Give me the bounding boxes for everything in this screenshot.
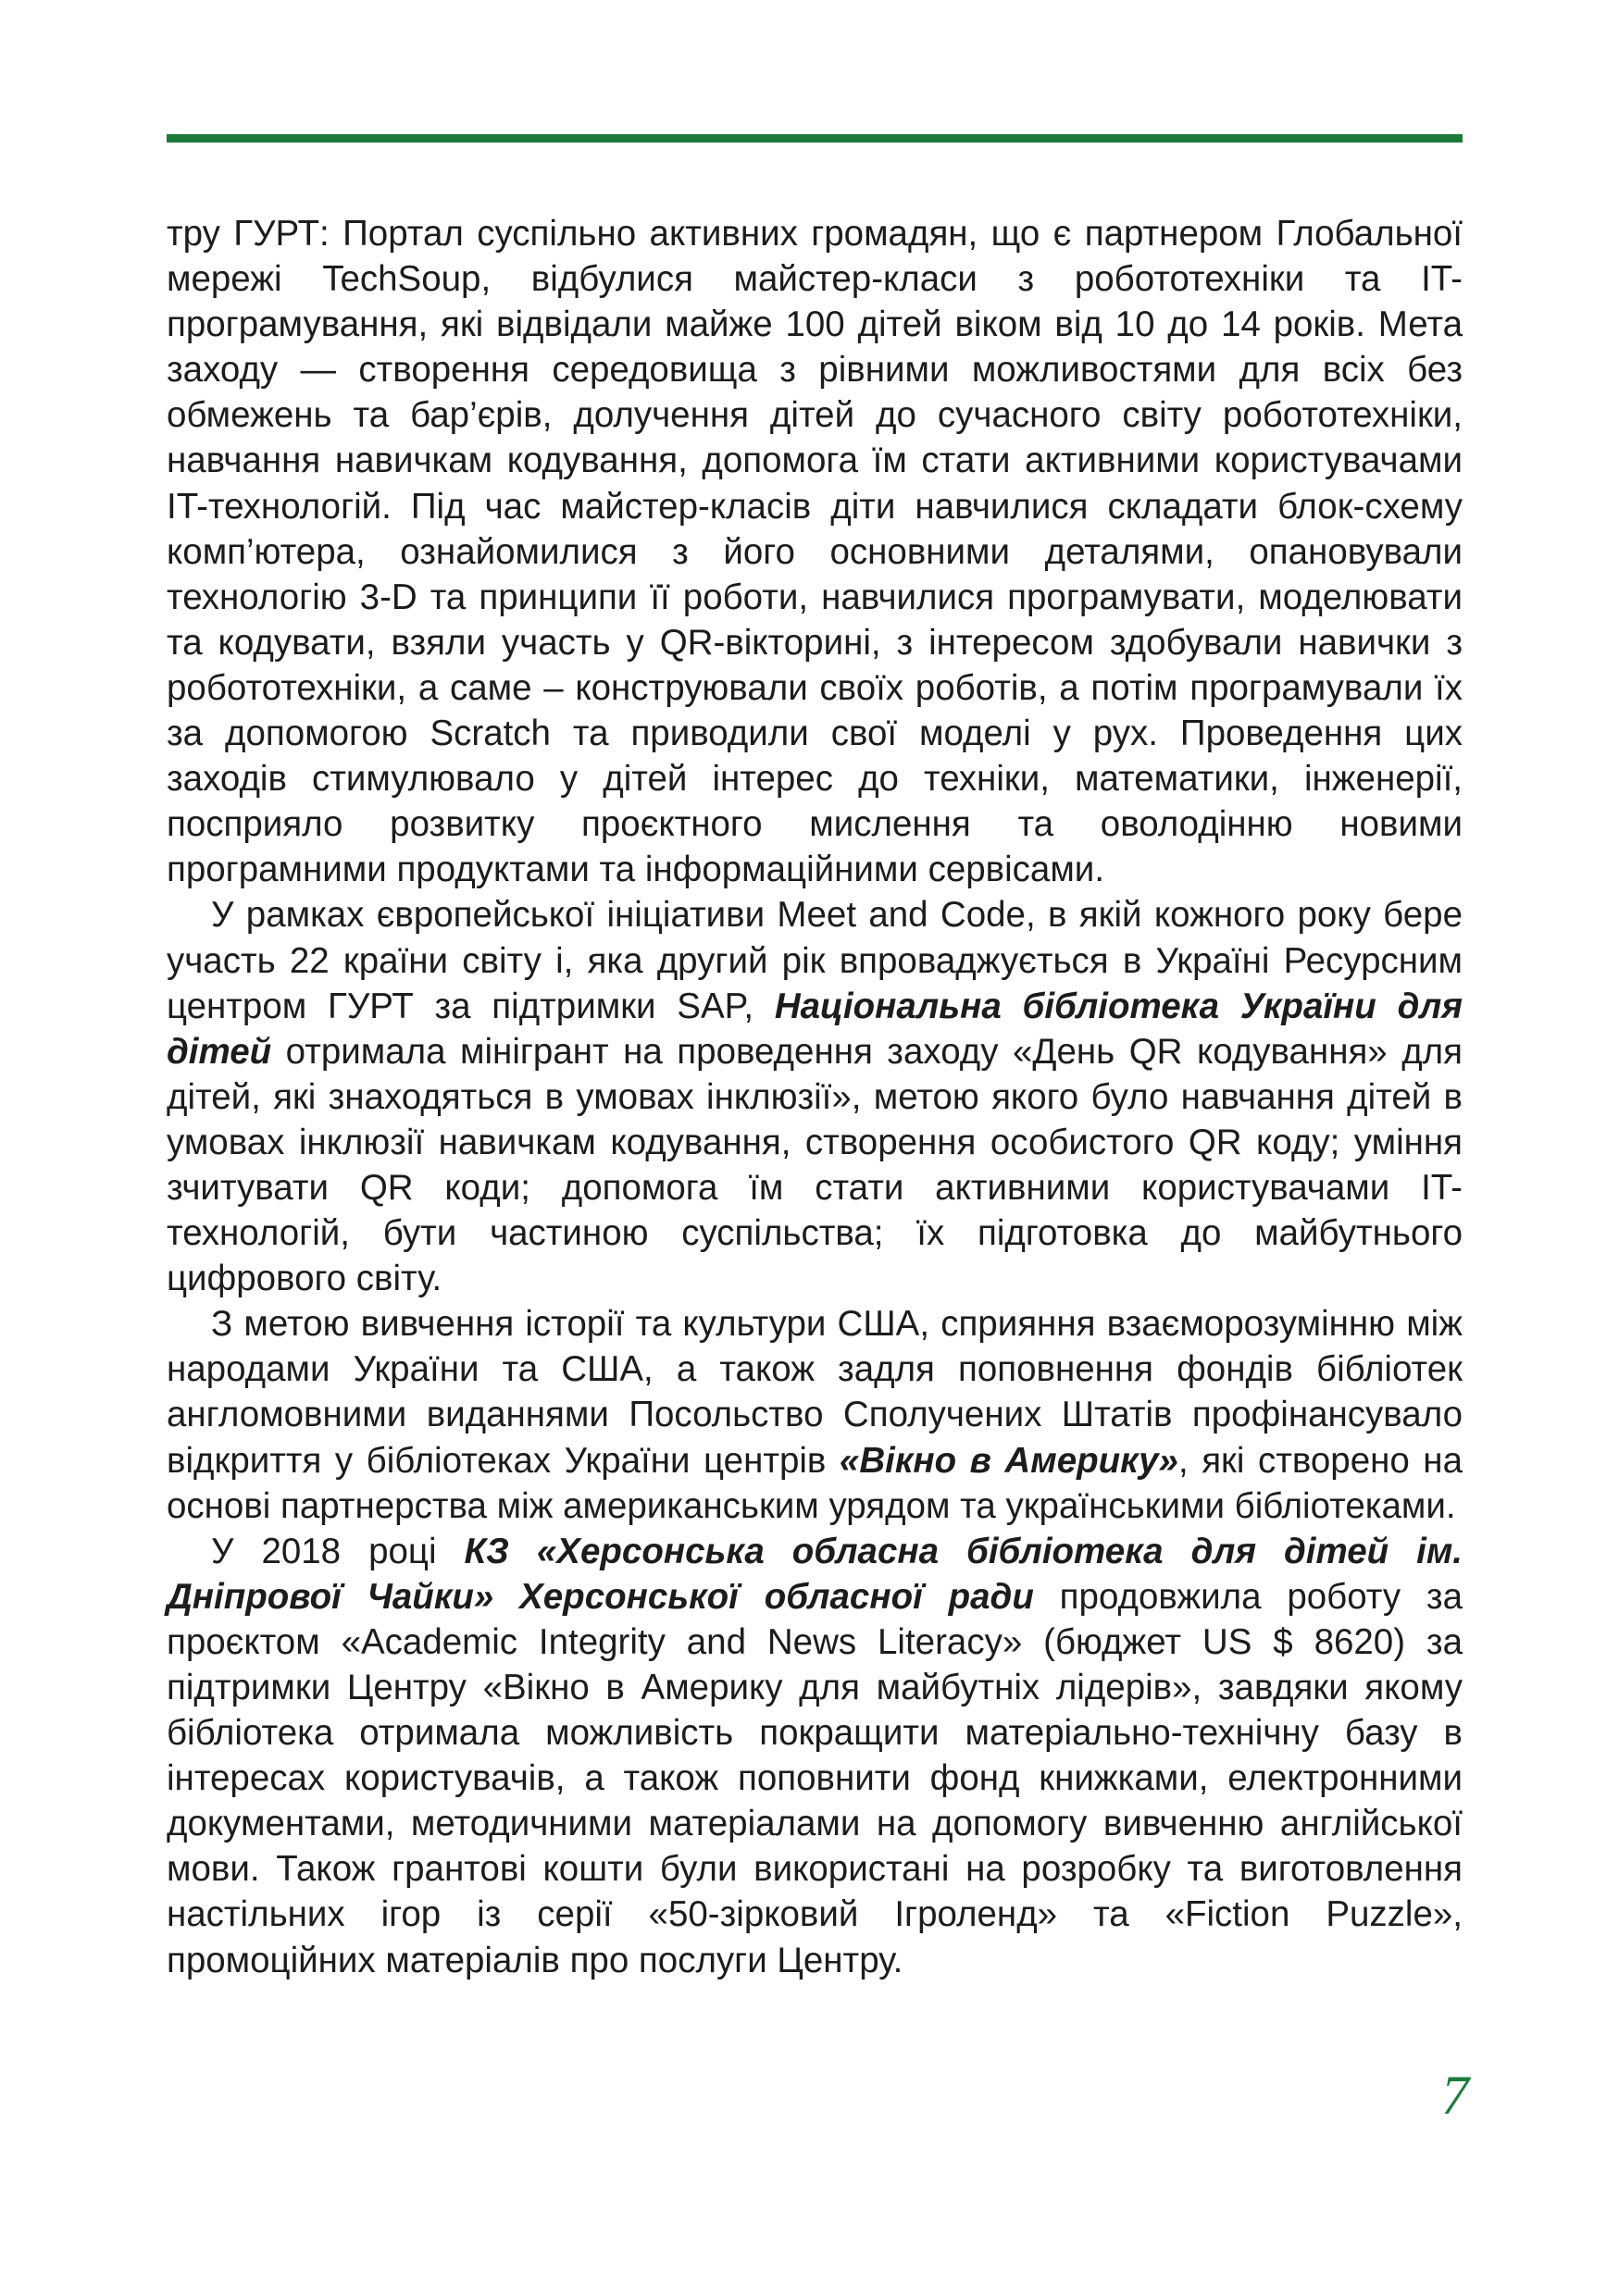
paragraph-3-text-a: З метою вивчення історії та культури США, сприяння взаєморозумінню між народами України та США, а також задля поповнення фондів бібліотек англомовними виданнями Посольство Сполучених Штатів профінансувало відкриття у бібліотеках України центрів — [167, 1304, 1463, 1481]
paragraph-3 — [167, 1301, 1463, 1528]
body-text — [167, 211, 1463, 1983]
paragraph-4-highlight: КЗ «Херсонська обласна бібліотека для дітей ім. Дніпрової Чайки» Херсонської обласної ради — [167, 1531, 1463, 1617]
paragraph-3-highlight: «Вікно в Америку» — [839, 1440, 1178, 1481]
paragraph-1 — [167, 211, 1463, 892]
paragraph-2 — [167, 892, 1463, 1301]
paragraph-2-text-b: отримала мінігрант на проведення заходу «День QR кодування» для дітей, які знаходяться в умовах інклюзії», метою якого було навчання дітей в умовах інклюзії навичкам кодування, створення особистого QR коду; уміння зчитувати QR коди; допомога їм стати активними користувачами IT-технологій, бути частиною суспільства; їх підготовка до майбутнього цифрового світу. — [167, 1031, 1463, 1299]
paragraph-2-text-a: У рамках європейської ініціативи Meet and Code, в якій кожного року бере участь 22 країни світу і, яка другий рік впроваджується в Україні Ресурсним центром ГУРТ за підтримки SAP, — [167, 895, 1463, 1026]
page-number: 7 — [1441, 2065, 1469, 2126]
paragraph-2-highlight: Національна бібліотека України для дітей — [167, 986, 1463, 1072]
paragraph-4-text-a: У 2018 році — [211, 1531, 465, 1571]
paragraph-3-text-b: , які створено на основі партнерства між американським урядом та українськими бібліотеками. — [167, 1440, 1463, 1526]
paragraph-1-text: тру ГУРТ: Портал суспільно активних громадян, що є партнером Глобальної мережі TechSoup, відбулися майстер-класи з робототехніки та IT-програмування, які відвідали майже 100 дітей віком від 10 до 14 років. Мета заходу — створення середовища з рівними можливостями для всіх без обмежень та бар’єрів, долучення дітей до сучасного світу робототехніки, навчання навичкам кодування, допомога їм стати активними користувачами IT-технологій. Під час майстер-класів діти навчилися складати блок-схему комп’ютера, ознайомилися з його основними деталями, опановували технологію 3-D та принципи її роботи, навчилися програмувати, моделювати та кодувати, взяли участь у QR-вікторині, з інтересом здобували навички з робототехніки, а саме – конструювали своїх роботів, а потім програмували їх за допомогою Scratch та приводили свої моделі у рух. Проведення цих заходів стимулювало у дітей інтерес до техніки, математики, інженерії, посприяло розвитку проєктного мислення та оволодінню новими програмними продуктами та інформаційними сервісами. — [167, 214, 1463, 890]
paragraph-4-text-b: продовжила роботу за проєктом «Academic Integrity and News Literacy» (бюджет US $ 8620) за підтримки Центру «Вікно в Америку для майбутніх лідерів», завдяки якому бібліотека отримала можливість покращити матеріально-технічну базу в інтересах користувачів, а також поповнити фонд книжками, електронними документами, методичними матеріалами на допомогу вивченню англійської мови. Також грантові кошти були використані на розробку та виготовлення настільних ігор із серії «50-зірковий Ігроленд» та «Fiction Puzzle», промоційних матеріалів про послуги Центру. — [167, 1576, 1463, 1980]
paragraph-4 — [167, 1529, 1463, 1983]
header-rule — [167, 134, 1463, 143]
